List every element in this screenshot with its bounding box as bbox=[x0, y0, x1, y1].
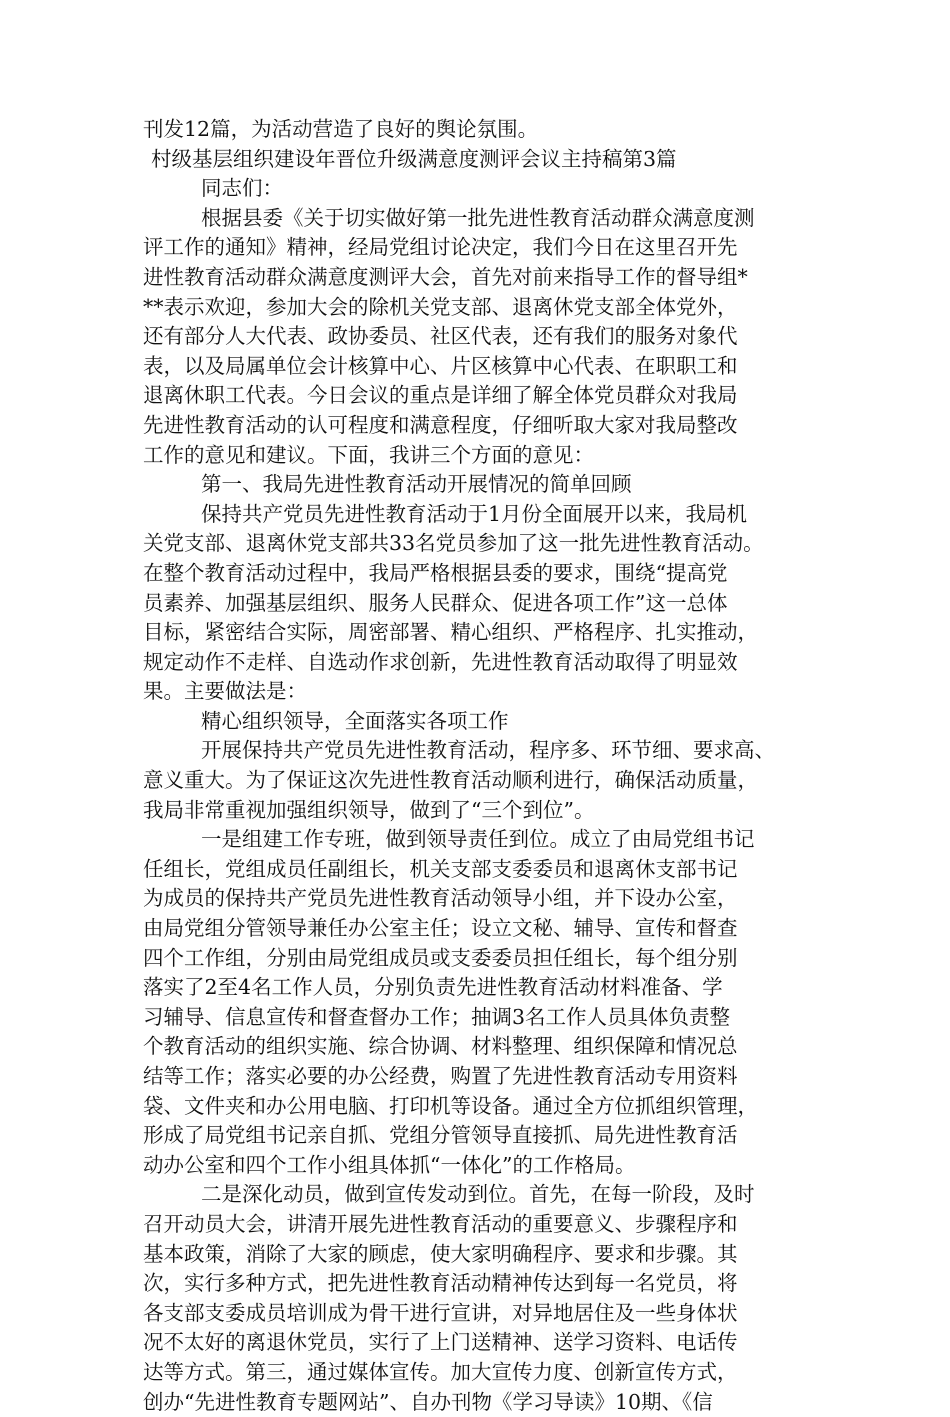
text-line: 意义重大。为了保证这次先进性教育活动顺利进行，确保活动质量， bbox=[143, 768, 758, 793]
text-line: 第一、我局先进性教育活动开展情况的简单回顾 bbox=[201, 472, 632, 497]
text-line: 开展保持共产党员先进性教育活动，程序多、环节细、要求高、 bbox=[201, 738, 775, 763]
text-line: 工作的意见和建议。下面，我讲三个方面的意见： bbox=[143, 442, 594, 467]
text-line: 在整个教育活动过程中，我局严格根据县委的要求，围绕“提高党 bbox=[143, 560, 728, 585]
text-line: 召开动员大会，讲清开展先进性教育活动的重要意义、步骤程序和 bbox=[143, 1211, 738, 1236]
text-line: 同志们： bbox=[201, 176, 283, 201]
text-line: 刊发12篇，为活动营造了良好的舆论氛围。 bbox=[143, 117, 539, 141]
text-line: 保持共产党员先进性教育活动于1月份全面展开以来，我局机 bbox=[201, 501, 748, 526]
text-line: 关党支部、退离休党支部共33名党员参加了这一批先进性教育活动。 bbox=[143, 531, 764, 556]
text-line: 各支部支委成员培训成为骨干进行宣讲，对异地居住及一些身体状 bbox=[143, 1300, 738, 1325]
text-line: 结等工作；落实必要的办公经费，购置了先进性教育活动专用资料 bbox=[143, 1064, 738, 1088]
text-line: 落实了2至4名工作人员，分别负责先进性教育活动材料准备、学 bbox=[143, 975, 723, 1000]
text-line: 四个工作组，分别由局党组成员或支委委员担任组长，每个组分别 bbox=[143, 945, 738, 970]
text-line: 退离休职工代表。今日会议的重点是详细了解全体党员群众对我局 bbox=[143, 383, 738, 408]
text-line: 创办“先进性教育专题网站”、自办刊物《学习导读》10期、《信 bbox=[143, 1389, 713, 1414]
text-line: 果。主要做法是： bbox=[143, 679, 307, 704]
text-line: 二是深化动员，做到宣传发动到位。首先，在每一阶段，及时 bbox=[201, 1182, 755, 1207]
text-line: 个教育活动的组织实施、综合协调、材料整理、组织保障和情况总 bbox=[143, 1034, 738, 1059]
text-line: 表，以及局属单位会计核算中心、片区核算中心代表、在职职工和 bbox=[143, 353, 738, 378]
text-line: 我局非常重视加强组织领导，做到了“三个到位”。 bbox=[143, 797, 595, 822]
document-body bbox=[143, 115, 823, 1417]
document-heading: 村级基层组织建设年晋位升级满意度测评会议主持稿第3篇 bbox=[151, 146, 677, 171]
text-line: 动办公室和四个工作小组具体抓“一体化”的工作格局。 bbox=[143, 1152, 636, 1177]
text-line: 况不太好的离退休党员，实行了上门送精神、送学习资料、电话传 bbox=[143, 1330, 738, 1355]
text-line: 还有部分人大代表、政协委员、社区代表，还有我们的服务对象代 bbox=[143, 324, 738, 349]
text-line: **表示欢迎，参加大会的除机关党支部、退离休党支部全体党外， bbox=[143, 294, 738, 319]
text-line: 为成员的保持共产党员先进性教育活动领导小组，并下设办公室， bbox=[143, 886, 738, 911]
text-line: 任组长，党组成员任副组长，机关支部支委委员和退离休支部书记 bbox=[143, 856, 738, 881]
text-line: 一是组建工作专班，做到领导责任到位。成立了由局党组书记 bbox=[201, 827, 755, 852]
text-line: 规定动作不走样、自选动作求创新，先进性教育活动取得了明显效 bbox=[143, 649, 738, 674]
text-line: 形成了局党组书记亲自抓、党组分管领导直接抓、局先进性教育活 bbox=[143, 1123, 738, 1148]
text-line: 员素养、加强基层组织、服务人民群众、促进各项工作”这一总体 bbox=[143, 590, 728, 615]
text-line: 由局党组分管领导兼任办公室主任；设立文秘、辅导、宣传和督查 bbox=[143, 916, 738, 941]
text-line: 次，实行多种方式，把先进性教育活动精神传达到每一名党员，将 bbox=[143, 1271, 738, 1296]
text-line: 习辅导、信息宣传和督查督办工作；抽调3名工作人员具体负责整 bbox=[143, 1004, 731, 1029]
text-line: 评工作的通知》精神，经局党组讨论决定，我们今日在这里召开先 bbox=[143, 235, 738, 260]
text-line: 精心组织领导，全面落实各项工作 bbox=[201, 708, 509, 733]
text-line: 袋、文件夹和办公用电脑、打印机等设备。通过全方位抓组织管理， bbox=[143, 1093, 758, 1118]
text-line: 基本政策，消除了大家的顾虑，使大家明确程序、要求和步骤。其 bbox=[143, 1241, 738, 1266]
text-line: 进性教育活动群众满意度测评大会，首先对前来指导工作的督导组* bbox=[143, 264, 748, 289]
text-line: 达等方式。第三，通过媒体宣传。加大宣传力度、创新宣传方式， bbox=[143, 1359, 738, 1384]
text-line: 先进性教育活动的认可程度和满意程度，仔细听取大家对我局整改 bbox=[143, 412, 738, 437]
text-line: 目标，紧密结合实际，周密部署、精心组织、严格程序、扎实推动， bbox=[143, 620, 758, 645]
text-line: 根据县委《关于切实做好第一批先进性教育活动群众满意度测 bbox=[201, 205, 755, 230]
